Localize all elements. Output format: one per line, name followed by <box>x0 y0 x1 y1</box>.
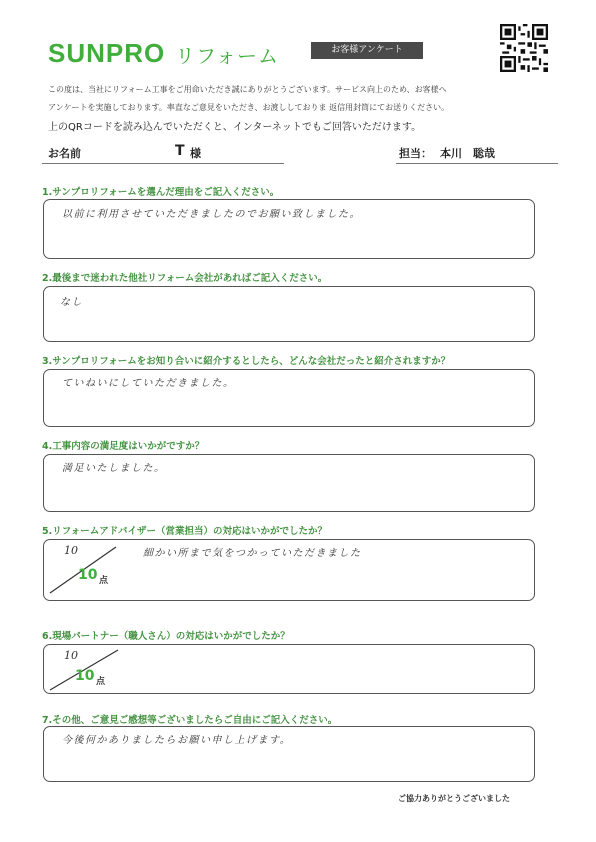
footer-thanks: ご協力ありがとうございました <box>398 794 510 803</box>
name-suffix: 様 <box>190 147 201 160</box>
qr-code-icon <box>500 24 548 72</box>
question-2-label: 2.最後まで迷われた他社リフォーム会社があればご記入ください。 <box>42 273 328 284</box>
question-5-score: 10 <box>78 567 98 583</box>
survey-badge: お客様アンケート <box>311 42 423 59</box>
intro-line-1: この度は、当社にリフォーム工事をご用命いただき誠にありがとうございます。サービス向上のため、お客様へ <box>48 85 447 94</box>
staff-underline <box>396 163 558 164</box>
question-6-score-handwritten: 10 <box>64 649 78 662</box>
question-4-label: 4.工事内容の満足度はいかがですか？ <box>42 441 205 452</box>
question-3-answer: ていねいにしていただきました。 <box>62 378 235 389</box>
name-label: お名前 <box>48 147 81 160</box>
question-5-answer: 細かい所まで気をつかっていただきました <box>143 548 362 559</box>
question-6-label: 6.現場パートナー（職人さん）の対応はいかがでしたか？ <box>42 631 290 642</box>
question-5-score-handwritten: 10 <box>64 544 78 557</box>
intro-line-3: 上のQRコードを読み込んでいただくと、インターネットでもご回答いただけます。 <box>48 122 422 133</box>
question-5-label: 5.リフォームアドバイザー（営業担当）の対応はいかがでしたか？ <box>42 526 328 537</box>
question-7-answer: 今後何かありましたらお願い申し上げます。 <box>62 735 292 746</box>
name-value: T <box>175 143 185 159</box>
question-6-score: 10 <box>75 668 95 684</box>
question-2-answer-box <box>43 286 535 342</box>
staff-label: 担当： <box>399 147 432 160</box>
question-7-label: 7.その他、ご意見ご感想等ございましたらご自由にご記入ください。 <box>42 715 338 726</box>
staff-value: 本川 聡哉 <box>440 147 495 160</box>
brand-logo: SUNPRO <box>48 38 166 68</box>
name-underline <box>42 163 284 164</box>
brand-logo-sub: リフォーム <box>175 44 279 68</box>
question-2-answer: なし <box>60 297 83 308</box>
intro-line-2: アンケートを実施しております。率直なご意見をいただき、お渡ししておりま 返信用封筒にてお送りください。 <box>48 103 450 112</box>
question-1-answer: 以前に利用させていただきましたのでお願い致しました。 <box>62 209 361 220</box>
question-3-label: 3.サンプロリフォームをお知り合いに紹介するとしたら、どんな会社だったと紹介されますか？ <box>42 356 451 367</box>
question-6-score-unit: 点 <box>96 677 106 687</box>
question-1-label: 1.サンプロリフォームを選んだ理由をご記入ください。 <box>42 187 280 198</box>
question-5-score-unit: 点 <box>99 576 109 586</box>
question-4-answer: 満足いたしました。 <box>62 463 166 474</box>
